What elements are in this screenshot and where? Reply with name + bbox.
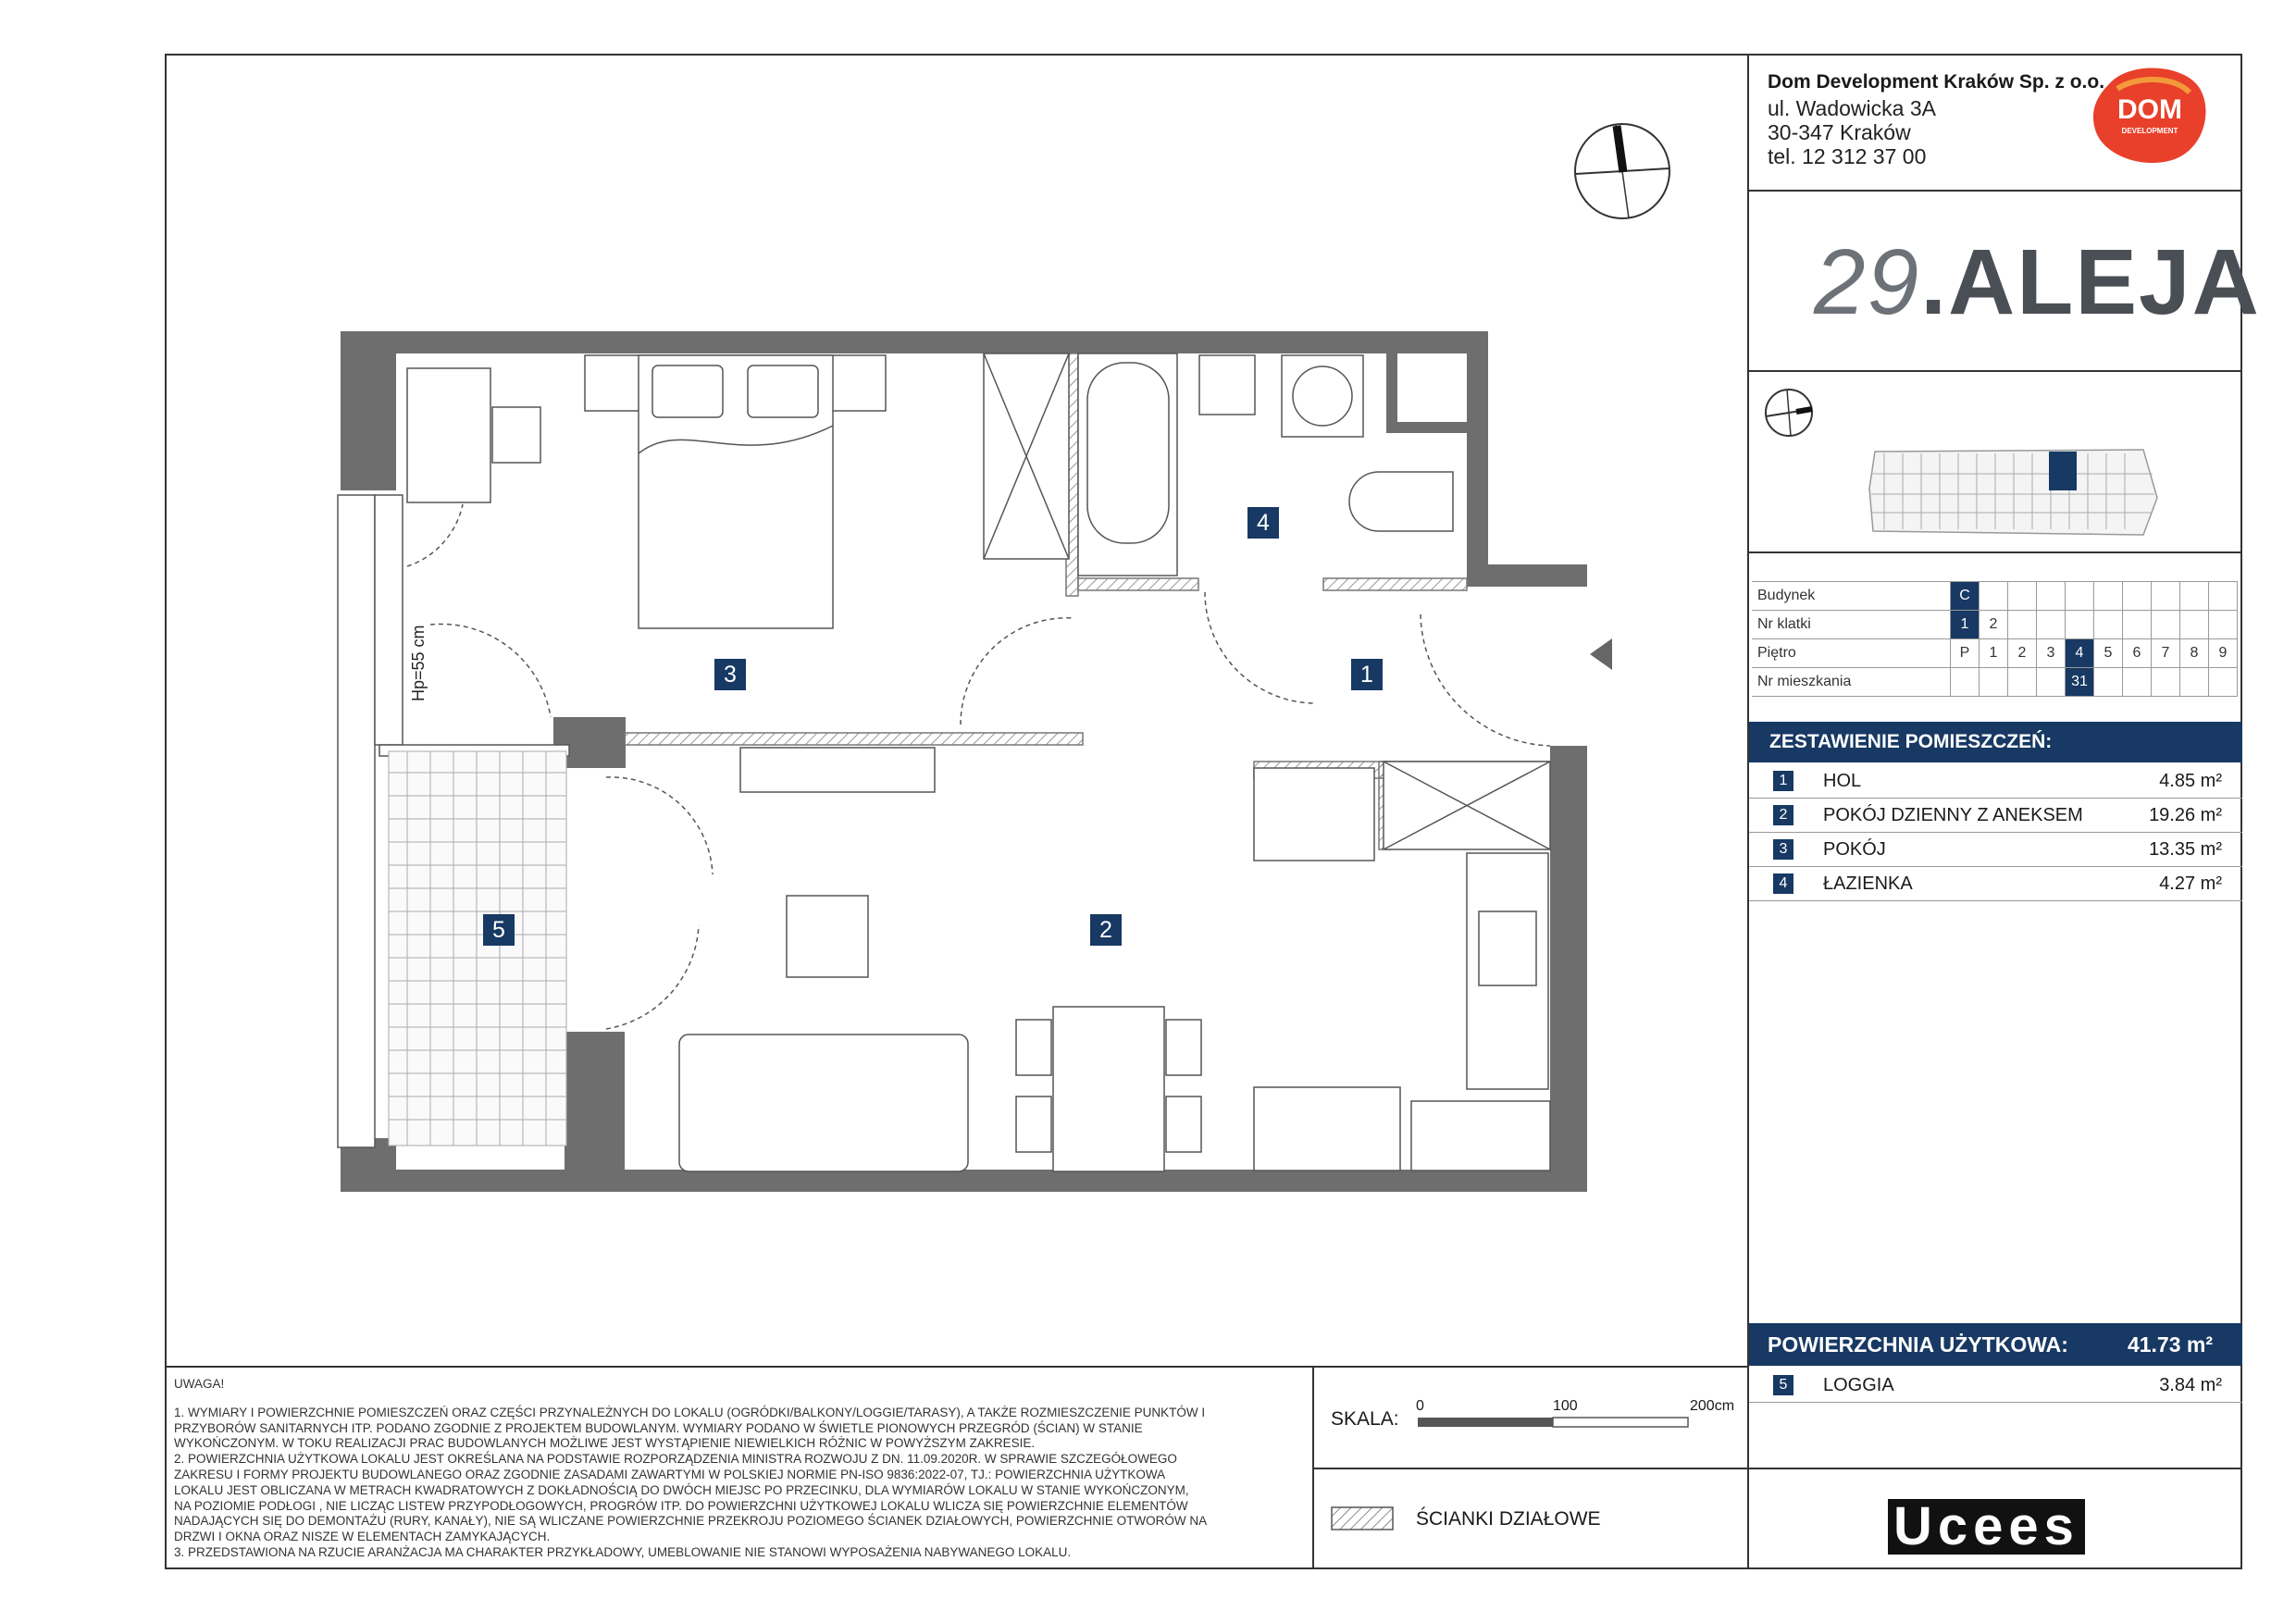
room-name: HOL bbox=[1823, 771, 1862, 791]
company-name: Dom Development Kraków Sp. z o.o. bbox=[1768, 71, 2105, 93]
notes-heading: UWAGA! bbox=[174, 1377, 225, 1391]
header-divider-3 bbox=[1747, 551, 2242, 553]
room-row-bedroom bbox=[1749, 833, 2242, 867]
note-line: NADAJĄCYCH SIĘ DO DEMONTAŻU (RURY, KANAŁY), NIE SĄ WLICZANE POWIERZCHNIE PRZEKROJU POZIOMEGO ŚCIANEK DZIAŁOWYCH, POWIERZCHNIE OTWORÓW NA bbox=[174, 1514, 1208, 1529]
room-tag-3: 3 bbox=[714, 659, 746, 690]
project-name: .ALEJA bbox=[1920, 230, 2261, 334]
floor-plan bbox=[333, 324, 1629, 1208]
scale-tick-200: 200cm bbox=[1690, 1398, 1735, 1414]
usable-area-band bbox=[1749, 1323, 2242, 1366]
svg-text:DOM: DOM bbox=[2117, 94, 2182, 125]
room-area: 13.35 m² bbox=[2149, 839, 2222, 860]
room-area: 4.27 m² bbox=[2159, 873, 2222, 894]
room-tag-5: 5 bbox=[483, 914, 515, 946]
note-line: ZAKRESU I FORMY PROJEKTU BUDOWLANEGO ORAZ ZGODNIE ZASADAMI ZAWARTYMI W POLSKIEJ NORMIE PN-ISO 9836:2022-07, TJ.: POWIERZCHNIA UŻYTKOWA bbox=[174, 1467, 1166, 1481]
scale-bar bbox=[1418, 1416, 1695, 1432]
room-tag-2: 2 bbox=[1090, 914, 1122, 946]
room-number: 4 bbox=[1773, 873, 1793, 894]
note-line: NA POZIOMIE PODŁOGI , NIE LICZĄC LISTEW PRZYPODŁOGOWYCH, PROGRÓW ITP. DO POWIERZCHNI UŻYTKOWEJ LOKALU WLICZA SIĘ POWIERZCHNIE ELEMENTÓW bbox=[174, 1498, 1188, 1513]
room-number: 3 bbox=[1773, 839, 1793, 860]
note-line: PRZYBORÓW SANITARNYCH ITP. PODANO ZGODNIE Z PROJEKTEM BUDOWLANYM. WYMIARY PODANO W ŚWIETLE PIONOWYCH PRZEGRÓD (ŚCIAN) W STANIE bbox=[174, 1420, 1143, 1435]
room-area: 3.84 m² bbox=[2159, 1375, 2222, 1395]
floor-6: 6 bbox=[2123, 639, 2152, 668]
note-line: WYKOŃCZONYM. W TOKU REALIZACJI PRAC BUDOWLANYCH MOŻLIWE JEST WYSTĄPIENIE NIEWIELKICH RÓŻNIC W POWYŻSZYM ZAKRESIE. bbox=[174, 1436, 1036, 1451]
svg-text:Hp=55 cm: Hp=55 cm bbox=[409, 625, 428, 701]
room-row-bathroom bbox=[1749, 867, 2242, 901]
room-row-living bbox=[1749, 799, 2242, 833]
floor-4: 4 bbox=[2066, 639, 2094, 668]
floor-8: 8 bbox=[2180, 639, 2209, 668]
apartment-value: 31 bbox=[2066, 668, 2094, 697]
note-line: 2. POWIERZCHNIA UŻYTKOWA LOKALU JEST OKREŚLANA NA PODSTAWIE ROZPORZĄDZENIA MINISTRA ROZWOJU Z DN. 11.09.2020R. W SPRAWIE SZCZEGÓŁOWEGO bbox=[174, 1452, 1177, 1467]
rooms-header: ZESTAWIENIE POMIESZCZEŃ: bbox=[1749, 722, 2242, 762]
project-logo bbox=[1814, 229, 2261, 336]
floor-3: 3 bbox=[2037, 639, 2066, 668]
ucees-logo: Ucees bbox=[1888, 1495, 2085, 1557]
floor-9: 9 bbox=[2209, 639, 2238, 668]
building-row bbox=[1752, 582, 2238, 611]
floor-7: 7 bbox=[2152, 639, 2180, 668]
company-city: 30-347 Kraków bbox=[1768, 120, 1911, 144]
room-number: 1 bbox=[1773, 771, 1793, 791]
stairwell-1: 1 bbox=[1951, 611, 1980, 639]
room-number: 2 bbox=[1773, 805, 1793, 825]
floor-row bbox=[1752, 639, 2238, 668]
building-value: C bbox=[1951, 582, 1980, 611]
building-label: Budynek bbox=[1752, 582, 1951, 611]
room-tag-4: 4 bbox=[1247, 507, 1279, 539]
room-row-hol bbox=[1749, 764, 2242, 799]
floor-2: 2 bbox=[2008, 639, 2037, 668]
usable-area-label: POWIERZCHNIA UŻYTKOWA: bbox=[1768, 1332, 2068, 1357]
note-line: 3. PRZEDSTAWIONA NA RZUCIE ARANŻACJA MA CHARAKTER PRZYKŁADOWY, UMEBLOWANIE NIE STANOWI WYPOSAŻENIA NABYWANEGO LOKALU. bbox=[174, 1544, 1072, 1559]
project-number: 29 bbox=[1814, 230, 1921, 334]
room-name: ŁAZIENKA bbox=[1823, 873, 1913, 894]
apartment-label: Nr mieszkania bbox=[1752, 668, 1951, 697]
stairwell-row bbox=[1752, 611, 2238, 639]
note-line: DRZWI I OKNA ORAZ NISZE W ELEMENTACH ZAMYKAJĄCYCH. bbox=[174, 1530, 551, 1544]
keyplan-compass-icon bbox=[1763, 387, 1815, 443]
stairwell-label: Nr klatki bbox=[1752, 611, 1951, 639]
room-name: LOGGIA bbox=[1823, 1375, 1894, 1395]
floor-1: 1 bbox=[1980, 639, 2008, 668]
room-area: 4.85 m² bbox=[2159, 771, 2222, 791]
apartment-info-table bbox=[1752, 581, 2238, 697]
company-street: ul. Wadowicka 3A bbox=[1768, 96, 1936, 120]
stairwell-2: 2 bbox=[1980, 611, 2008, 639]
north-compass-icon bbox=[1571, 120, 1673, 227]
room-name: POKÓJ bbox=[1823, 839, 1886, 860]
floor-label: Piętro bbox=[1752, 639, 1951, 668]
room-number: 5 bbox=[1773, 1375, 1793, 1395]
svg-text:DEVELOPMENT: DEVELOPMENT bbox=[2121, 127, 2178, 135]
apartment-row bbox=[1752, 668, 2238, 697]
room-tag-1: 1 bbox=[1351, 659, 1383, 690]
legend-divider bbox=[1312, 1468, 2242, 1469]
room-row-loggia bbox=[1749, 1369, 2242, 1403]
scale-tick-0: 0 bbox=[1416, 1398, 1424, 1414]
scale-label: SKALA: bbox=[1331, 1408, 1399, 1430]
building-keyplan bbox=[1866, 442, 2162, 549]
room-area: 19.26 m² bbox=[2149, 805, 2222, 825]
header-divider-2 bbox=[1747, 370, 2242, 372]
room-name: POKÓJ DZIENNY Z ANEKSEM bbox=[1823, 805, 2083, 825]
company-phone: tel. 12 312 37 00 bbox=[1768, 144, 1927, 168]
partition-wall-legend: ŚCIANKI DZIAŁOWE bbox=[1416, 1508, 1601, 1530]
usable-area-value: 41.73 m² bbox=[2127, 1332, 2213, 1357]
header-divider-1 bbox=[1747, 190, 2242, 192]
scale-tick-100: 100 bbox=[1553, 1398, 1578, 1414]
notes-divider bbox=[165, 1366, 1749, 1368]
note-line: LOKALU JEST OBLICZANA W METRACH KWADRATOWYCH Z DOKŁADNOŚCIĄ DO DWÓCH MIEJSC PO PRZECINKU, DLA WYMIARÓW LOKALU W STANIE WYKOŃCZONYM, bbox=[174, 1482, 1189, 1497]
partition-wall-swatch bbox=[1331, 1506, 1394, 1535]
floor-p: P bbox=[1951, 639, 1980, 668]
dom-development-logo bbox=[2090, 65, 2210, 165]
floor-5: 5 bbox=[2094, 639, 2123, 668]
note-line: 1. WYMIARY I POWIERZCHNIE POMIESZCZEŃ ORAZ CZĘŚCI PRZYNALEŻNYCH DO LOKALU (OGRÓDKI/BALKONY/LOGGIE/TARASY), A TAKŻE ROZMIESZCZENIE PUNKTÓW I bbox=[174, 1405, 1206, 1419]
notes-block bbox=[174, 1377, 1294, 1561]
